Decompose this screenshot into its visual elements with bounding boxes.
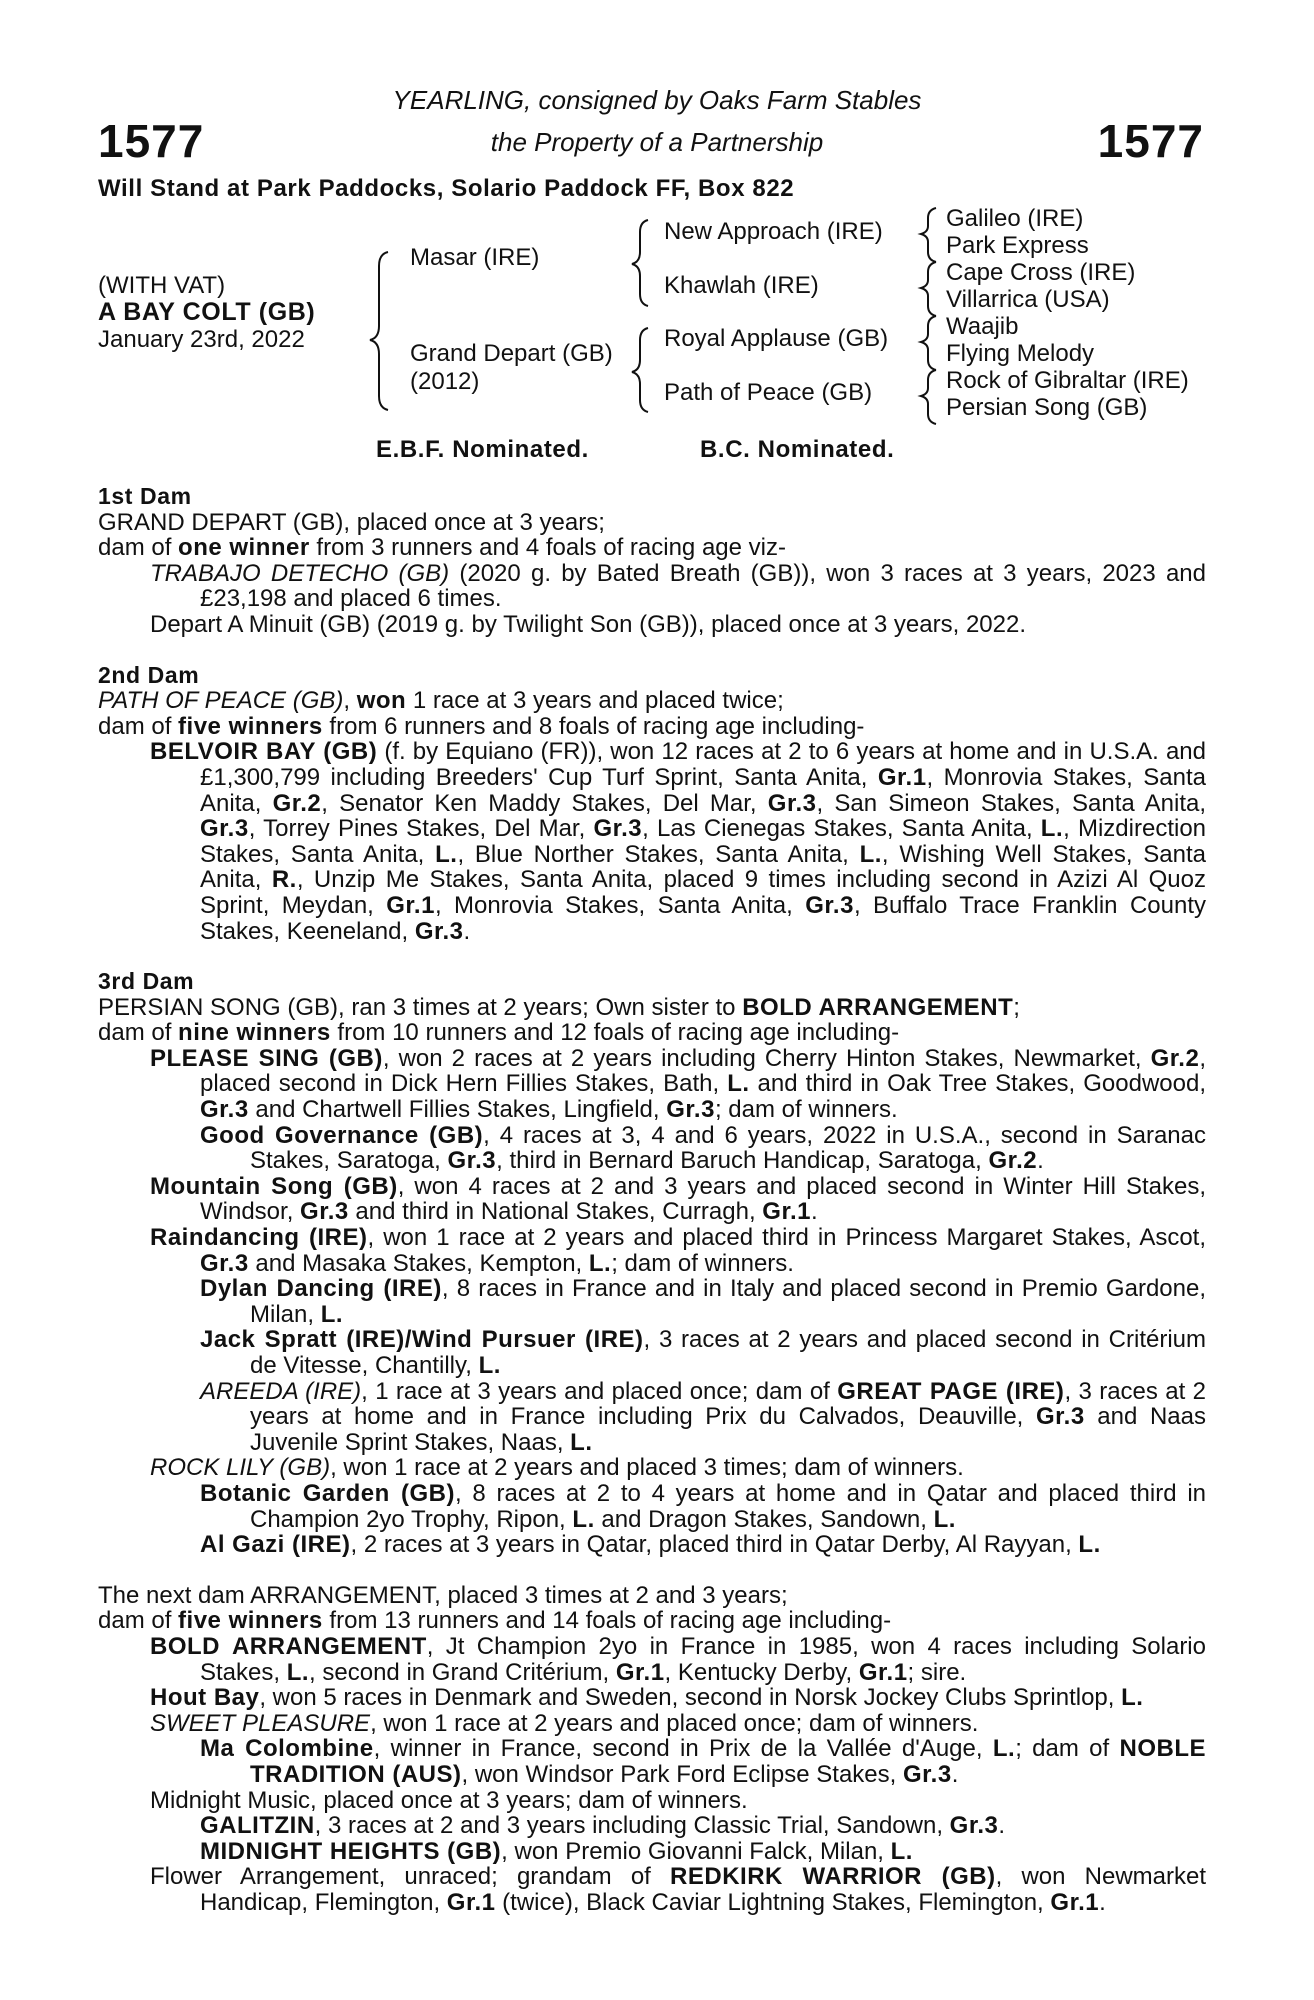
pedigree-entry: Midnight Music, placed once at 3 years; dam of winners. (150, 1786, 748, 1814)
sire-sire: New Approach (IRE) (664, 218, 883, 245)
sire-dam: Khawlah (IRE) (664, 272, 819, 299)
ped-dds: Rock of Gibraltar (IRE) (946, 367, 1189, 394)
pedigree-entry: Jack Spratt (IRE)/Wind Pursuer (IRE), 3 races at 2 years and placed second in Critérium de Vitesse, Chantilly, L. (200, 1326, 1206, 1379)
pedigree-entry: dam of five winners from 13 runners and 14 foals of racing age including- (98, 1607, 892, 1635)
pedigree-entry: Botanic Garden (GB), 8 races at 2 to 4 years at home and in Qatar and placed third in Champion 2yo Trophy, Ripon, L. and Dragon Stakes, Sandown, L. (200, 1479, 1206, 1533)
family-section (98, 969, 1206, 1558)
family-section (98, 484, 1206, 638)
pedigree-entry: Depart A Minuit (GB) (2019 g. by Twilight Son (GB)), placed once at 3 years, 2022. (150, 610, 1026, 638)
bc-nomination: B.C. Nominated. (700, 436, 895, 463)
pedigree-entry: ROCK LILY (GB), won 1 race at 2 years and placed 3 times; dam of winners. (150, 1454, 964, 1482)
pedigree-entry: dam of five winners from 6 runners and 8 foals of racing age including- (98, 712, 865, 740)
ped-sds: Cape Cross (IRE) (946, 259, 1136, 286)
ped-sss: Galileo (IRE) (946, 205, 1084, 232)
section-heading: 3rd Dam (98, 968, 195, 995)
pedigree-entry: PATH OF PEACE (GB), won 1 race at 3 years and placed twice; (98, 687, 784, 715)
stand-location: Will Stand at Park Paddocks, Solario Paddock FF, Box 822 (98, 175, 795, 202)
pedigree-entry: Al Gazi (IRE), 2 races at 3 years in Qatar, placed third in Qatar Derby, Al Rayyan, L. (200, 1531, 1101, 1559)
pedigree-entry: GRAND DEPART (GB), placed once at 3 years; (98, 508, 605, 536)
section-heading: 1st Dam (98, 483, 192, 509)
pedigree-entry: dam of one winner from 3 runners and 4 foals of racing age viz- (98, 534, 786, 562)
ped-dsd: Flying Melody (946, 340, 1095, 367)
pedigree-entry: PLEASE SING (GB), won 2 races at 2 years including Cherry Hinton Stakes, Newmarket, Gr.2, placed second in Dick Hern Fillies Stakes, Bath, L. and third in Oak Tree Stakes, Goodwood, Gr.3 and Chartwell Fillies Stakes, Lingfield, Gr.3; dam of winners. (150, 1044, 1207, 1124)
pedigree-entry: PERSIAN SONG (GB), ran 3 times at 2 years; Own sister to BOLD ARRANGEMENT; (98, 993, 1020, 1021)
dam-dam: Path of Peace (GB) (664, 379, 873, 406)
pedigree-entry: SWEET PLEASURE, won 1 race at 2 years and placed once; dam of winners. (150, 1709, 979, 1737)
vat-note: (WITH VAT) (98, 272, 226, 299)
pedigree-entry: Good Governance (GB), 4 races at 3, 4 and 6 years, 2022 in U.S.A., second in Saranac Stakes, Saratoga, Gr.3, third in Bernard Baruch Handicap, Saratoga, Gr.2. (200, 1121, 1206, 1175)
pedigree-entry: Raindancing (IRE), won 1 race at 2 years and placed third in Princess Margaret Stakes, Ascot, Gr.3 and Masaka Stakes, Kempton, L.; dam of winners. (150, 1224, 1207, 1277)
pedigree-entry: AREEDA (IRE), 1 race at 3 years and placed once; dam of GREAT PAGE (IRE), 3 races at 2 years at home and in France including Prix du Calvados, Deauville, Gr.3 and Naas Juvenile Sprint Stakes, Naas, L. (200, 1377, 1207, 1456)
ped-ssd: Park Express (946, 232, 1089, 259)
ped-sdd: Villarrica (USA) (946, 286, 1110, 313)
consignment-line: YEARLING, consigned by Oaks Farm Stables (392, 85, 922, 115)
pedigree-entry: BOLD ARRANGEMENT, Jt Champion 2yo in France in 1985, won 4 races including Solario Stakes, L., second in Grand Critérium, Gr.1, Kentucky Derby, Gr.1; sire. (150, 1632, 1206, 1686)
ebf-nomination: E.B.F. Nominated. (376, 436, 589, 463)
ped-ddd: Persian Song (GB) (946, 394, 1148, 421)
ped-dss: Waajib (946, 313, 1019, 340)
pedigree-entry: Ma Colombine, winner in France, second in Prix de la Vallée d'Auge, L.; dam of NOBLE TRADITION (AUS), won Windsor Park Ford Eclipse Stakes, Gr.3. (200, 1735, 1206, 1788)
catalogue-body (98, 484, 1206, 1915)
section-heading: 2nd Dam (98, 661, 200, 688)
pedigree-entry: The next dam ARRANGEMENT, placed 3 times at 2 and 3 years; (98, 1581, 788, 1609)
lot-title: A BAY COLT (GB) (98, 298, 316, 326)
pedigree-entry: MIDNIGHT HEIGHTS (GB), won Premio Giovanni Falck, Milan, L. (200, 1837, 913, 1865)
sire-name: Masar (IRE) (410, 244, 540, 271)
pedigree-entry: Flower Arrangement, unraced; grandam of REDKIRK WARRIOR (GB), won Newmarket Handicap, Flemington, Gr.1 (twice), Black Caviar Lightning Stakes, Flemington, Gr.1. (150, 1863, 1207, 1916)
family-section (98, 1583, 1206, 1916)
foaling-date: January 23rd, 2022 (98, 326, 305, 353)
dam-sire: Royal Applause (GB) (664, 325, 889, 352)
pedigree-entry: Hout Bay, won 5 races in Denmark and Sweden, second in Norsk Jockey Clubs Sprintlop, L. (150, 1684, 1144, 1712)
dam-name: Grand Depart (GB) (410, 340, 613, 367)
pedigree-entry: TRABAJO DETECHO (GB) (2020 g. by Bated Breath (GB)), won 3 races at 3 years, 2023 and £23,198 and placed 6 times. (150, 559, 1206, 613)
pedigree-entry: dam of nine winners from 10 runners and 12 foals of racing age including- (98, 1019, 900, 1047)
dam-foal-year: (2012) (410, 368, 480, 395)
pedigree-entry: GALITZIN, 3 races at 2 and 3 years including Classic Trial, Sandown, Gr.3. (200, 1812, 1006, 1840)
pedigree-entry: Dylan Dancing (IRE), 8 races in France and in Italy and placed second in Premio Gardone, Milan, L. (200, 1275, 1207, 1328)
family-section (98, 663, 1206, 945)
pedigree-entry: Mountain Song (GB), won 4 races at 2 and 3 years and placed second in Winter Hill Stakes, Windsor, Gr.3 and third in National Stakes, Curragh, Gr.1. (150, 1172, 1207, 1226)
lot-number-right: 1577 (1097, 115, 1204, 167)
pedigree-entry: BELVOIR BAY (GB) (f. by Equiano (FR)), won 12 races at 2 to 6 years at home and in U.S.A. and £1,300,799 including Breeders' Cup Turf Sprint, Santa Anita, Gr.1, Monrovia Stakes, Santa Anita, Gr.2, Senator Ken Maddy Stakes, Del Mar, Gr.3, San Simeon Stakes, Santa Anita, Gr.3, Torrey Pines Stakes, Del Mar, Gr.3, Las Cienegas Stakes, Santa Anita, L., Mizdirection Stakes, Santa Anita, L., Blue Norther Stakes, Santa Anita, L., Wishing Well Stakes, Santa Anita, R., Unzip Me Stakes, Santa Anita, placed 9 times including second in Azizi Al Quoz Sprint, Meydan, Gr.1, Monrovia Stakes, Santa Anita, Gr.3, Buffalo Trace Franklin County Stakes, Keeneland, Gr.3. (150, 738, 1207, 945)
property-line: the Property of a Partnership (490, 127, 824, 157)
lot-number-left: 1577 (98, 115, 205, 167)
